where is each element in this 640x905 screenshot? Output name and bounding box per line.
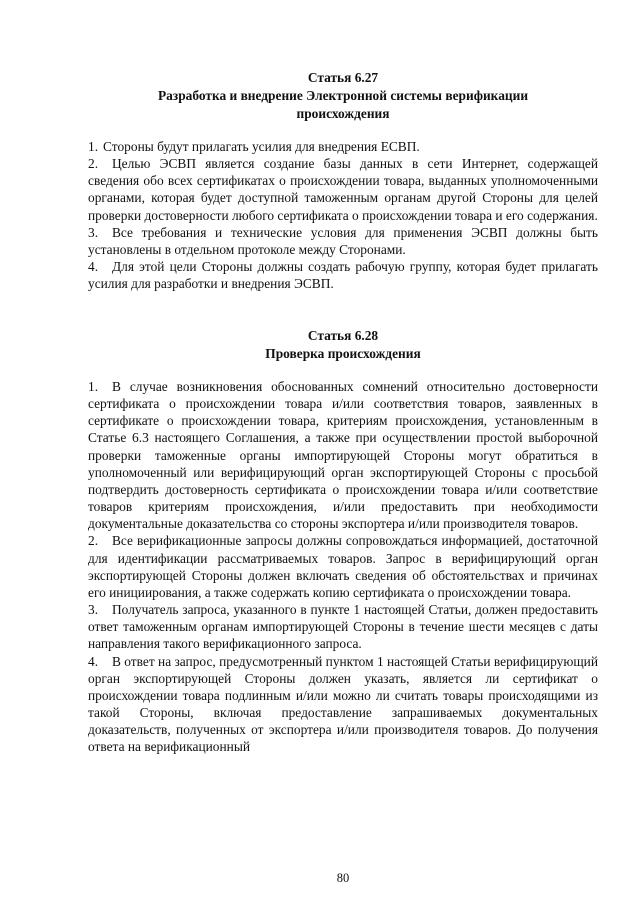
- paragraph-text: Для этой цели Стороны должны создать рабочую группу, которая будет прилагать усилия для разработки и внедрения ЭСВП.: [88, 259, 598, 292]
- paragraph-text: В ответ на запрос, предусмотренный пунктом 1 настоящей Статьи верифицирующий орган экспортирующей Стороны должен указать, является ли сертификат о происхождении товара подлинным и/или можно ли считать товары происходящими из такой Стороны, включая предоставление запрашиваемых документальных доказательств, полученных от экспортера и/или производителя товаров. До получения ответа на верификационный: [88, 653, 599, 755]
- article-6-28-paragraph-2: [88, 532, 598, 601]
- article-6-27-title: Статья 6.27: [307, 70, 379, 85]
- paragraph-number: 2.: [88, 156, 99, 172]
- paragraph-number: 3.: [88, 224, 99, 240]
- article-6-27-paragraph-3: [88, 224, 598, 258]
- article-6-27-body: [88, 138, 598, 292]
- article-6-28-paragraph-4: [88, 653, 598, 756]
- page-number: 80: [336, 871, 350, 885]
- article-6-27-subtitle-line1: Разработка и внедрение Электронной системы верификации: [157, 88, 529, 103]
- article-6-28-heading: [88, 327, 598, 363]
- article-6-28-paragraph-1: [88, 378, 598, 532]
- paragraph-number: 4.: [88, 653, 99, 669]
- article-6-28-body: [88, 378, 598, 755]
- paragraph-text: Получатель запроса, указанного в пункте 1 настоящей Статьи, должен предоставить ответ таможенным органам импортирующей Стороны в течение шести месяцев с даты направления такого верификационного запроса.: [88, 602, 598, 652]
- article-6-27-paragraph-4: [88, 258, 598, 292]
- article-6-28-paragraph-3: [88, 601, 598, 652]
- paragraph-text: Все требования и технические условия для применения ЭСВП должны быть установлены в отдельном протоколе между Сторонами.: [88, 224, 598, 257]
- paragraph-text: Все верификационные запросы должны сопровождаться информацией, достаточной для идентификации рассматриваемых товаров. Запрос в верифицирующий орган экспортирующей Стороны должен включать сведения об обстоятельствах и причинах его инициирования, а также содержать копию сертификата о происхождении товара.: [88, 533, 598, 600]
- article-6-28-subtitle: Проверка происхождения: [265, 346, 421, 361]
- paragraph-number: 2.: [88, 533, 99, 549]
- paragraph-number: 1.: [88, 379, 99, 394]
- article-6-27-paragraph-2: [88, 155, 598, 224]
- article-6-27-heading: [88, 69, 598, 123]
- paragraph-number: 3.: [88, 602, 99, 618]
- article-6-27-paragraph-1: [88, 138, 598, 155]
- paragraph-text: Целью ЭСВП является создание базы данных в сети Интернет, содержащей сведения обо всех сертификатах о происхождении товара, выданных уполномоченными органами, которая будет доступной таможенным органам другой Стороны для целей проверки достоверности любого сертификата о происхождении товара и его содержания.: [88, 156, 598, 223]
- paragraph-text: В случае возникновения обоснованных сомнений относительно достоверности сертификата о происхождении товара и/или соответствия товаров, заявленных в сертификате о происхождении товара, критериям происхождения, установленным в Статье 6.3 настоящего Соглашения, а также при осуществлении простой выборочной проверки таможенные органы импортирующей Стороны могут обратиться в уполномоченный или верифицирующий орган экспортирующей Стороны с просьбой подтвердить достоверность сертификата о происхождении товара и/или соответствие товаров критериям происхождения, и/или предоставить при необходимости документальные доказательства со стороны экспортера и/или производителя товаров.: [88, 379, 598, 532]
- paragraph-number: 4.: [88, 259, 99, 275]
- article-6-27-subtitle-line2: происхождения: [296, 106, 390, 121]
- article-6-28-title: Статья 6.28: [307, 328, 379, 343]
- paragraph-text: Стороны будут прилагать усилия для внедрения ЕСВП.: [103, 139, 420, 154]
- paragraph-number: 1.: [88, 139, 99, 154]
